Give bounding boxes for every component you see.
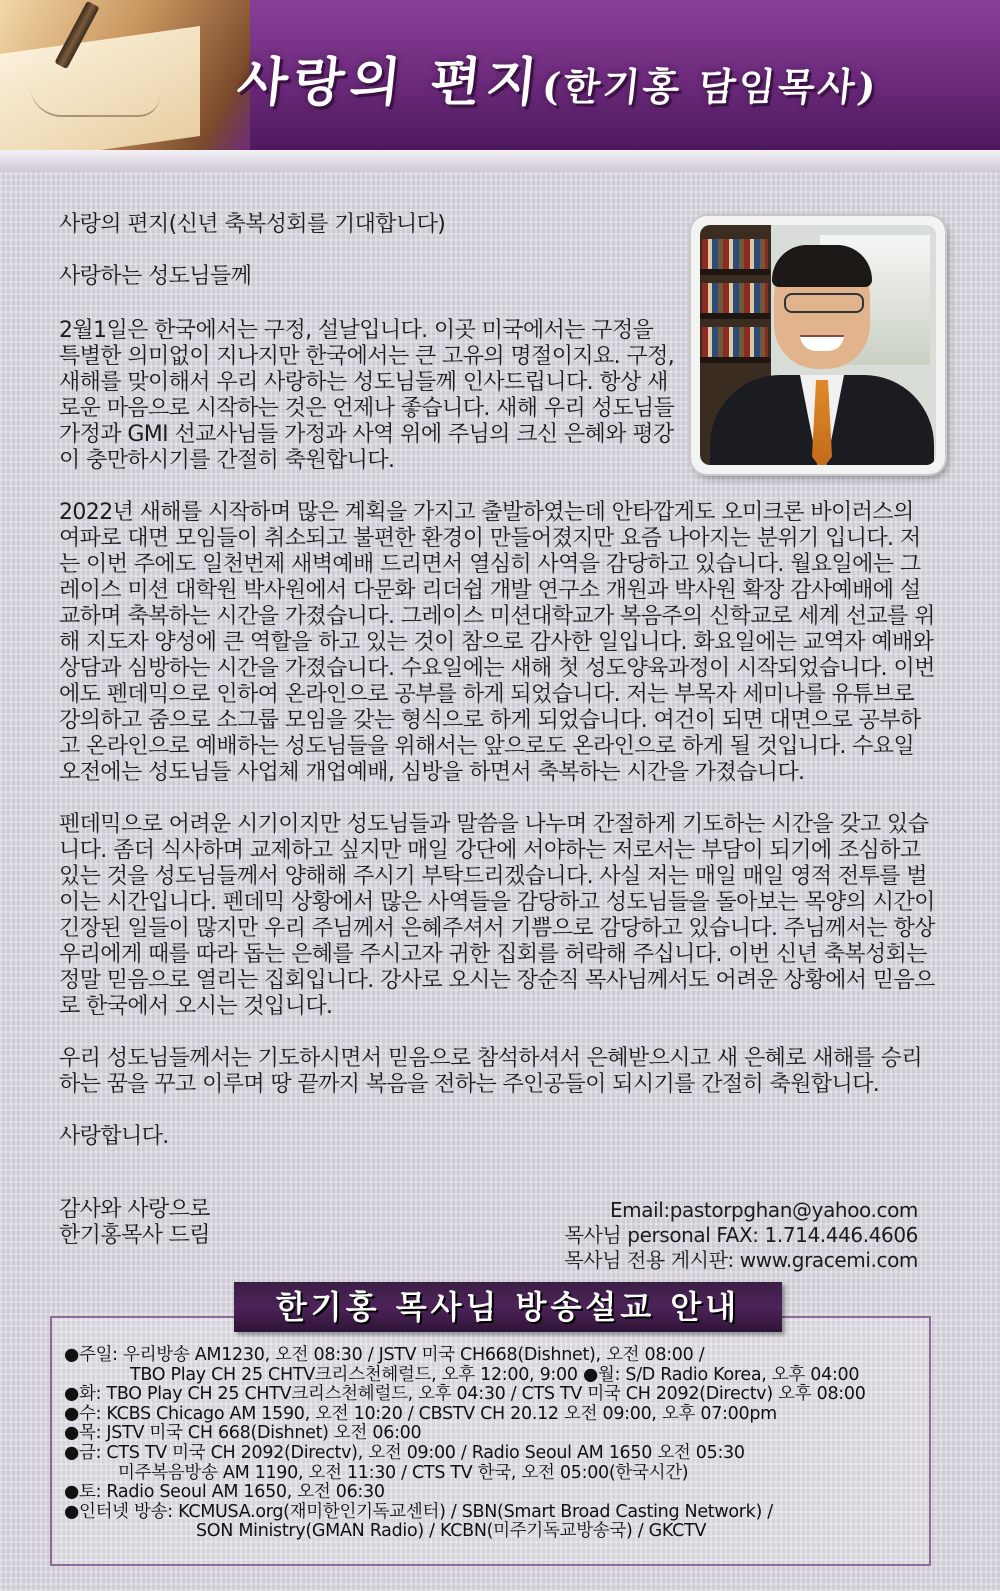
letter-paragraph: 펜데믹으로 어려운 시기이지만 성도님들과 말씀을 나누며 간절하게 기도하는 시간을 갖고 있습니다. 좀더 식사하며 교제하고 싶지만 매일 강단에 서야하는 저로서는 부담이 되기에 조심하고 있는 것을 성도님들께서 양해해 주시기 부탁드리겠습니다. 사실 저는 매일 매일 영적 전투를 벌이는 시간입니다. 펜데믹 상황에서 많은 사역들을 감당하고 성도님들을 돌아보는 목양의 시간이 긴장된 일들이 많지만 우리 주님께서 은혜주셔서 기쁨으로 감당하고 있습니다. 주님께서는 항상 우리에게 때를 따라 돕는 은혜를 주시고자 귀한 집회를 허락해 주십니다. 이번 신년 축복성회는 정말 믿음으로 열리는 집회입니다. 강사로 오시는 장순직 목사님께서도 어려운 상황에서 믿음으로 한국에서 오시는 것입니다. — [59, 812, 935, 1019]
schedule-line-wednesday: ●수: KCBS Chicago AM 1590, 오전 10:20 / CBSTV CH 20.12 오전 09:00, 오후 07:00pm — [64, 1403, 777, 1424]
writing-hand-image — [0, 0, 250, 150]
email-link[interactable]: Email:pastorpghan@yahoo.com — [609, 1198, 918, 1222]
fax-number: 목사님 personal FAX: 1.714.446.4606 — [564, 1223, 918, 1247]
letter-salutation: 사랑하는 성도님들께 — [59, 264, 252, 289]
page-title-sub: (한기홍 담임목사) — [539, 64, 881, 109]
letter-heading: 사랑의 편지(신년 축복성회를 기대합니다) — [59, 212, 446, 237]
broadcast-title: 한기홍 목사님 방송설교 안내 — [234, 1282, 782, 1332]
letter-closing — [59, 1197, 210, 1249]
letter-paragraph: 2022년 새해를 시작하며 많은 계획을 가지고 출발하였는데 안타깝게도 오미크론 바이러스의 여파로 대면 모임들이 취소되고 불편한 환경이 만들어졌지만 요즘 나아지는 분위기 입니다. 저는 이번 주에도 일천번제 새벽예배 드리면서 열심히 사역을 감당하고 있습니다. 월요일에는 그레이스 미션 대학원 박사원에서 다문화 리더쉽 개발 연구소 개원과 박사원 확장 감사예배에 설교하며 축복하는 시간을 가졌습니다. 그레이스 미션대학교가 복음주의 신학교로 세계 선교를 위해 지도자 양성에 큰 역할을 하고 있는 것이 참으로 감사한 일입니다. 화요일에는 교역자 예배와 상담과 심방하는 시간을 가졌습니다. 수요일에는 새해 첫 성도양육과정이 시작되었습니다. 이번에도 펜데믹으로 인하여 온라인으로 공부를 하게 되었습니다. 저는 부목자 세미나를 유튜브로 강의하고 줌으로 소그룹 모임을 갖는 형식으로 하게 되었습니다. 여건이 되면 대면으로 공부하고 온라인으로 예배하는 성도님들을 위해서는 앞으로도 온라인으로 하게 될 것입니다. 수요일 오전에는 성도님들 사업체 개업예배, 심방을 하면서 축복하는 시간을 가졌습니다. — [59, 500, 935, 785]
board-link[interactable]: 목사님 전용 게시판: www.gracemi.com — [564, 1248, 918, 1272]
letter-paragraph: 우리 성도님들께서는 기도하시면서 믿음으로 참석하셔서 은혜받으시고 새 은혜로 새해를 승리하는 꿈을 꾸고 이루며 땅 끝까지 복음을 전하는 주인공들이 되시기를 간절히 축원합니다. — [59, 1046, 922, 1097]
schedule-line-sunday: ●주일: 우리방송 AM1230, 오전 08:30 / JSTV 미국 CH668(Dishnet), 오전 08:00 / — [64, 1345, 705, 1365]
signature: 한기홍목사 드림 — [59, 1223, 210, 1248]
letter-love: 사랑합니다. — [59, 1124, 169, 1149]
contact-info — [564, 1198, 918, 1273]
schedule-line-tuesday: ●화: TBO Play CH 25 CHTV크리스천헤럴드, 오후 04:30 / CTS TV 미국 CH 2092(Directv) 오후 08:00 — [64, 1384, 866, 1405]
schedule-line-friday: ●금: CTS TV 미국 CH 2092(Directv), 오전 09:00 / Radio Seoul AM 1650 오전 05:30 — [64, 1442, 745, 1463]
closing-line: 감사와 사랑으로 — [59, 1197, 210, 1222]
letter-body — [59, 212, 939, 1176]
letter-paragraph: 2월1일은 한국에서는 구정, 설날입니다. 이곳 미국에서는 구정을 특별한 의미없이 지나지만 한국에서는 큰 고유의 명절이지요. 구정, 새해를 맞이해서 우리 사랑하는 성도님들께 인사드립니다. 항상 새로운 마음으로 시작하는 것은 언제나 좋습니다. 새해 우리 성도님들 가정과 GMI 선교사님들 가정과 사역 위에 주님의 크신 은혜와 평강이 충만하시기를 간절히 축원합니다. — [59, 318, 675, 473]
schedule-line-thursday: ●목: JSTV 미국 CH 668(Dishnet) 오전 06:00 — [64, 1423, 422, 1444]
pastor-photo — [691, 216, 945, 474]
header-divider — [0, 150, 1000, 172]
schedule-line-sunday-cont: TBO Play CH 25 CHTV크리스천헤럴드, 오후 12:00, 9:00 ●월: S/D Radio Korea, 오후 04:00 — [130, 1364, 860, 1385]
schedule-line-friday-cont: 미주복음방송 AM 1190, 오전 11:30 / CTS TV 한국, 오전 05:00(한국시간) — [118, 1462, 689, 1483]
schedule-line-internet-cont: SON Ministry(GMAN Radio) / KCBN(미주기독교방송국) / GKCTV — [196, 1521, 707, 1542]
page-title-main: 사랑의 편지 — [234, 52, 546, 113]
page-title — [234, 40, 883, 115]
broadcast-schedule — [64, 1346, 924, 1542]
schedule-line-internet: ●인터넷 방송: KCMUSA.org(재미한인기독교센터) / SBN(Smart Broad Casting Network) / — [64, 1501, 773, 1522]
schedule-line-saturday: ●토: Radio Seoul AM 1650, 오전 06:30 — [64, 1482, 385, 1503]
header-banner — [0, 0, 1000, 150]
